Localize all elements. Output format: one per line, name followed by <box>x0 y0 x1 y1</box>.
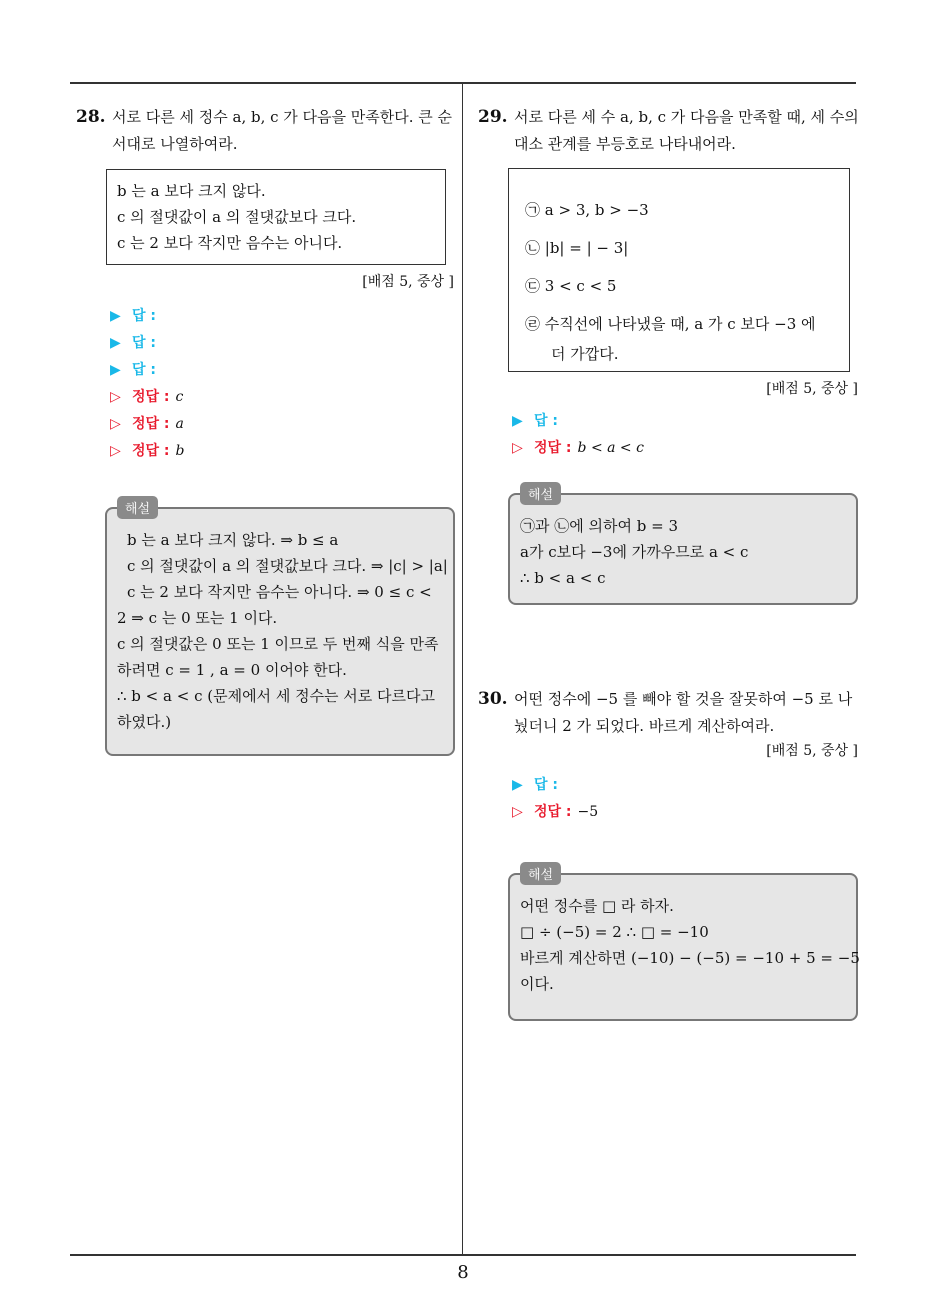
solution-box-30 <box>508 868 860 1021</box>
correct-marker-icon: ▷ <box>110 416 121 432</box>
correct-value: c <box>175 389 184 405</box>
question-30-text <box>478 686 858 740</box>
solution-line: 하려면 c = 1 , a = 0 이어야 한다. <box>117 661 347 679</box>
correct-marker-icon: ▷ <box>512 440 523 456</box>
question-30 <box>478 686 858 826</box>
solution-line: ∴ b < a < c (문제에서 세 정수는 서로 다르다고 <box>117 687 436 705</box>
answer-area <box>110 303 454 465</box>
solution-line: □ ÷ (−5) = 2 ∴ □ = −10 <box>520 923 709 941</box>
correct-answer-row <box>110 438 454 465</box>
question-29 <box>478 104 858 462</box>
question-28 <box>76 104 454 465</box>
condition-line: 더 가깝다. <box>551 345 619 363</box>
score-difficulty: [배점 5, 중상 ] <box>766 381 858 397</box>
answer-label: 답 : <box>132 335 156 351</box>
column-divider <box>462 83 463 1255</box>
solution-line: c 의 절댓값은 0 또는 1 이므로 두 번째 식을 만족 <box>117 635 439 653</box>
answer-marker-icon: ▶ <box>512 777 523 793</box>
solution-line: a가 c보다 −3에 가까우므로 a < c <box>520 543 749 561</box>
answer-area <box>512 772 858 826</box>
answer-marker-icon: ▶ <box>110 335 121 351</box>
solution-tag: 해설 <box>520 482 561 505</box>
correct-label: 정답 : <box>132 416 170 432</box>
condition-line: ㉢ 3 < c < 5 <box>525 277 617 295</box>
solution-line: c 는 2 보다 작지만 음수는 아니다. ⇒ 0 ≤ c < <box>127 583 432 601</box>
question-number: 29. <box>478 107 508 127</box>
correct-marker-icon: ▷ <box>512 804 523 820</box>
solution-line: 이다. <box>520 975 554 993</box>
answer-label: 답 : <box>132 362 156 378</box>
correct-answer-row <box>512 799 858 826</box>
condition-line: c 의 절댓값이 a 의 절댓값보다 크다. <box>117 208 357 226</box>
condition-box <box>106 169 446 265</box>
answer-marker-icon: ▶ <box>110 308 121 324</box>
solution-line: b 는 a 보다 크지 않다. ⇒ b ≤ a <box>127 531 339 549</box>
answer-label: 답 : <box>534 777 558 793</box>
condition-line: b 는 a 보다 크지 않다. <box>117 182 266 200</box>
correct-answer-row <box>512 435 858 462</box>
condition-line: ㉠ a > 3, b > −3 <box>525 201 649 219</box>
answer-row[interactable] <box>110 330 454 357</box>
solution-line: 2 ⇒ c 는 0 또는 1 이다. <box>117 609 278 627</box>
answer-row[interactable] <box>110 357 454 384</box>
question-line: 눴더니 2 가 되었다. 바르게 계산하여라. <box>514 717 775 735</box>
question-line: 서대로 나열하여라. <box>112 135 238 153</box>
top-rule <box>70 82 856 84</box>
answer-label: 답 : <box>132 308 156 324</box>
solution-line: c 의 절댓값이 a 의 절댓값보다 크다. ⇒ |c| > |a| <box>127 557 448 575</box>
score-difficulty: [배점 5, 중상 ] <box>766 743 858 759</box>
correct-label: 정답 : <box>132 443 170 459</box>
condition-line: ㉡ |b| = | − 3| <box>525 239 629 257</box>
solution-line: ㉠과 ㉡에 의하여 b = 3 <box>520 517 679 535</box>
correct-marker-icon: ▷ <box>110 389 121 405</box>
condition-box <box>508 168 850 372</box>
solution-box-29 <box>508 488 858 605</box>
correct-value: −5 <box>577 804 599 820</box>
condition-line: ㉣ 수직선에 나타냈을 때, a 가 c 보다 −3 에 <box>525 315 816 333</box>
question-number: 28. <box>76 107 106 127</box>
condition-line: c 는 2 보다 작지만 음수는 아니다. <box>117 234 343 252</box>
correct-value: b <box>175 443 185 459</box>
correct-value: b < a < c <box>577 440 644 456</box>
correct-label: 정답 : <box>534 440 572 456</box>
answer-row[interactable] <box>512 772 858 799</box>
solution-tag: 해설 <box>520 862 561 885</box>
solution-line: 어떤 정수를 □ 라 하자. <box>520 897 674 915</box>
page-number: 8 <box>457 1262 469 1283</box>
correct-label: 정답 : <box>534 804 572 820</box>
solution-line: 하였다.) <box>117 713 172 731</box>
answer-label: 답 : <box>534 413 558 429</box>
solution-line: 바르게 계산하면 (−10) − (−5) = −10 + 5 = −5 <box>520 949 860 967</box>
question-line: 어떤 정수에 −5 를 빼야 할 것을 잘못하여 −5 로 나 <box>514 690 853 708</box>
solution-tag: 해설 <box>117 496 158 519</box>
correct-answer-row <box>110 411 454 438</box>
answer-marker-icon: ▶ <box>110 362 121 378</box>
question-29-text <box>478 104 858 158</box>
question-line: 대소 관계를 부등호로 나타내어라. <box>514 135 736 153</box>
correct-label: 정답 : <box>132 389 170 405</box>
answer-area <box>512 408 858 462</box>
answer-row[interactable] <box>512 408 858 435</box>
solution-box-28 <box>105 502 455 756</box>
question-line: 서로 다른 세 수 a, b, c 가 다음을 만족할 때, 세 수의 <box>514 108 859 126</box>
solution-line: ∴ b < a < c <box>520 569 606 587</box>
correct-answer-row <box>110 384 454 411</box>
answer-marker-icon: ▶ <box>512 413 523 429</box>
bottom-rule <box>70 1254 856 1256</box>
question-28-text <box>76 104 454 158</box>
score-difficulty: [배점 5, 중상 ] <box>362 274 454 290</box>
question-number: 30. <box>478 689 508 709</box>
correct-value: a <box>175 416 184 432</box>
correct-marker-icon: ▷ <box>110 443 121 459</box>
question-line: 서로 다른 세 정수 a, b, c 가 다음을 만족한다. 큰 순 <box>112 108 453 126</box>
answer-row[interactable] <box>110 303 454 330</box>
